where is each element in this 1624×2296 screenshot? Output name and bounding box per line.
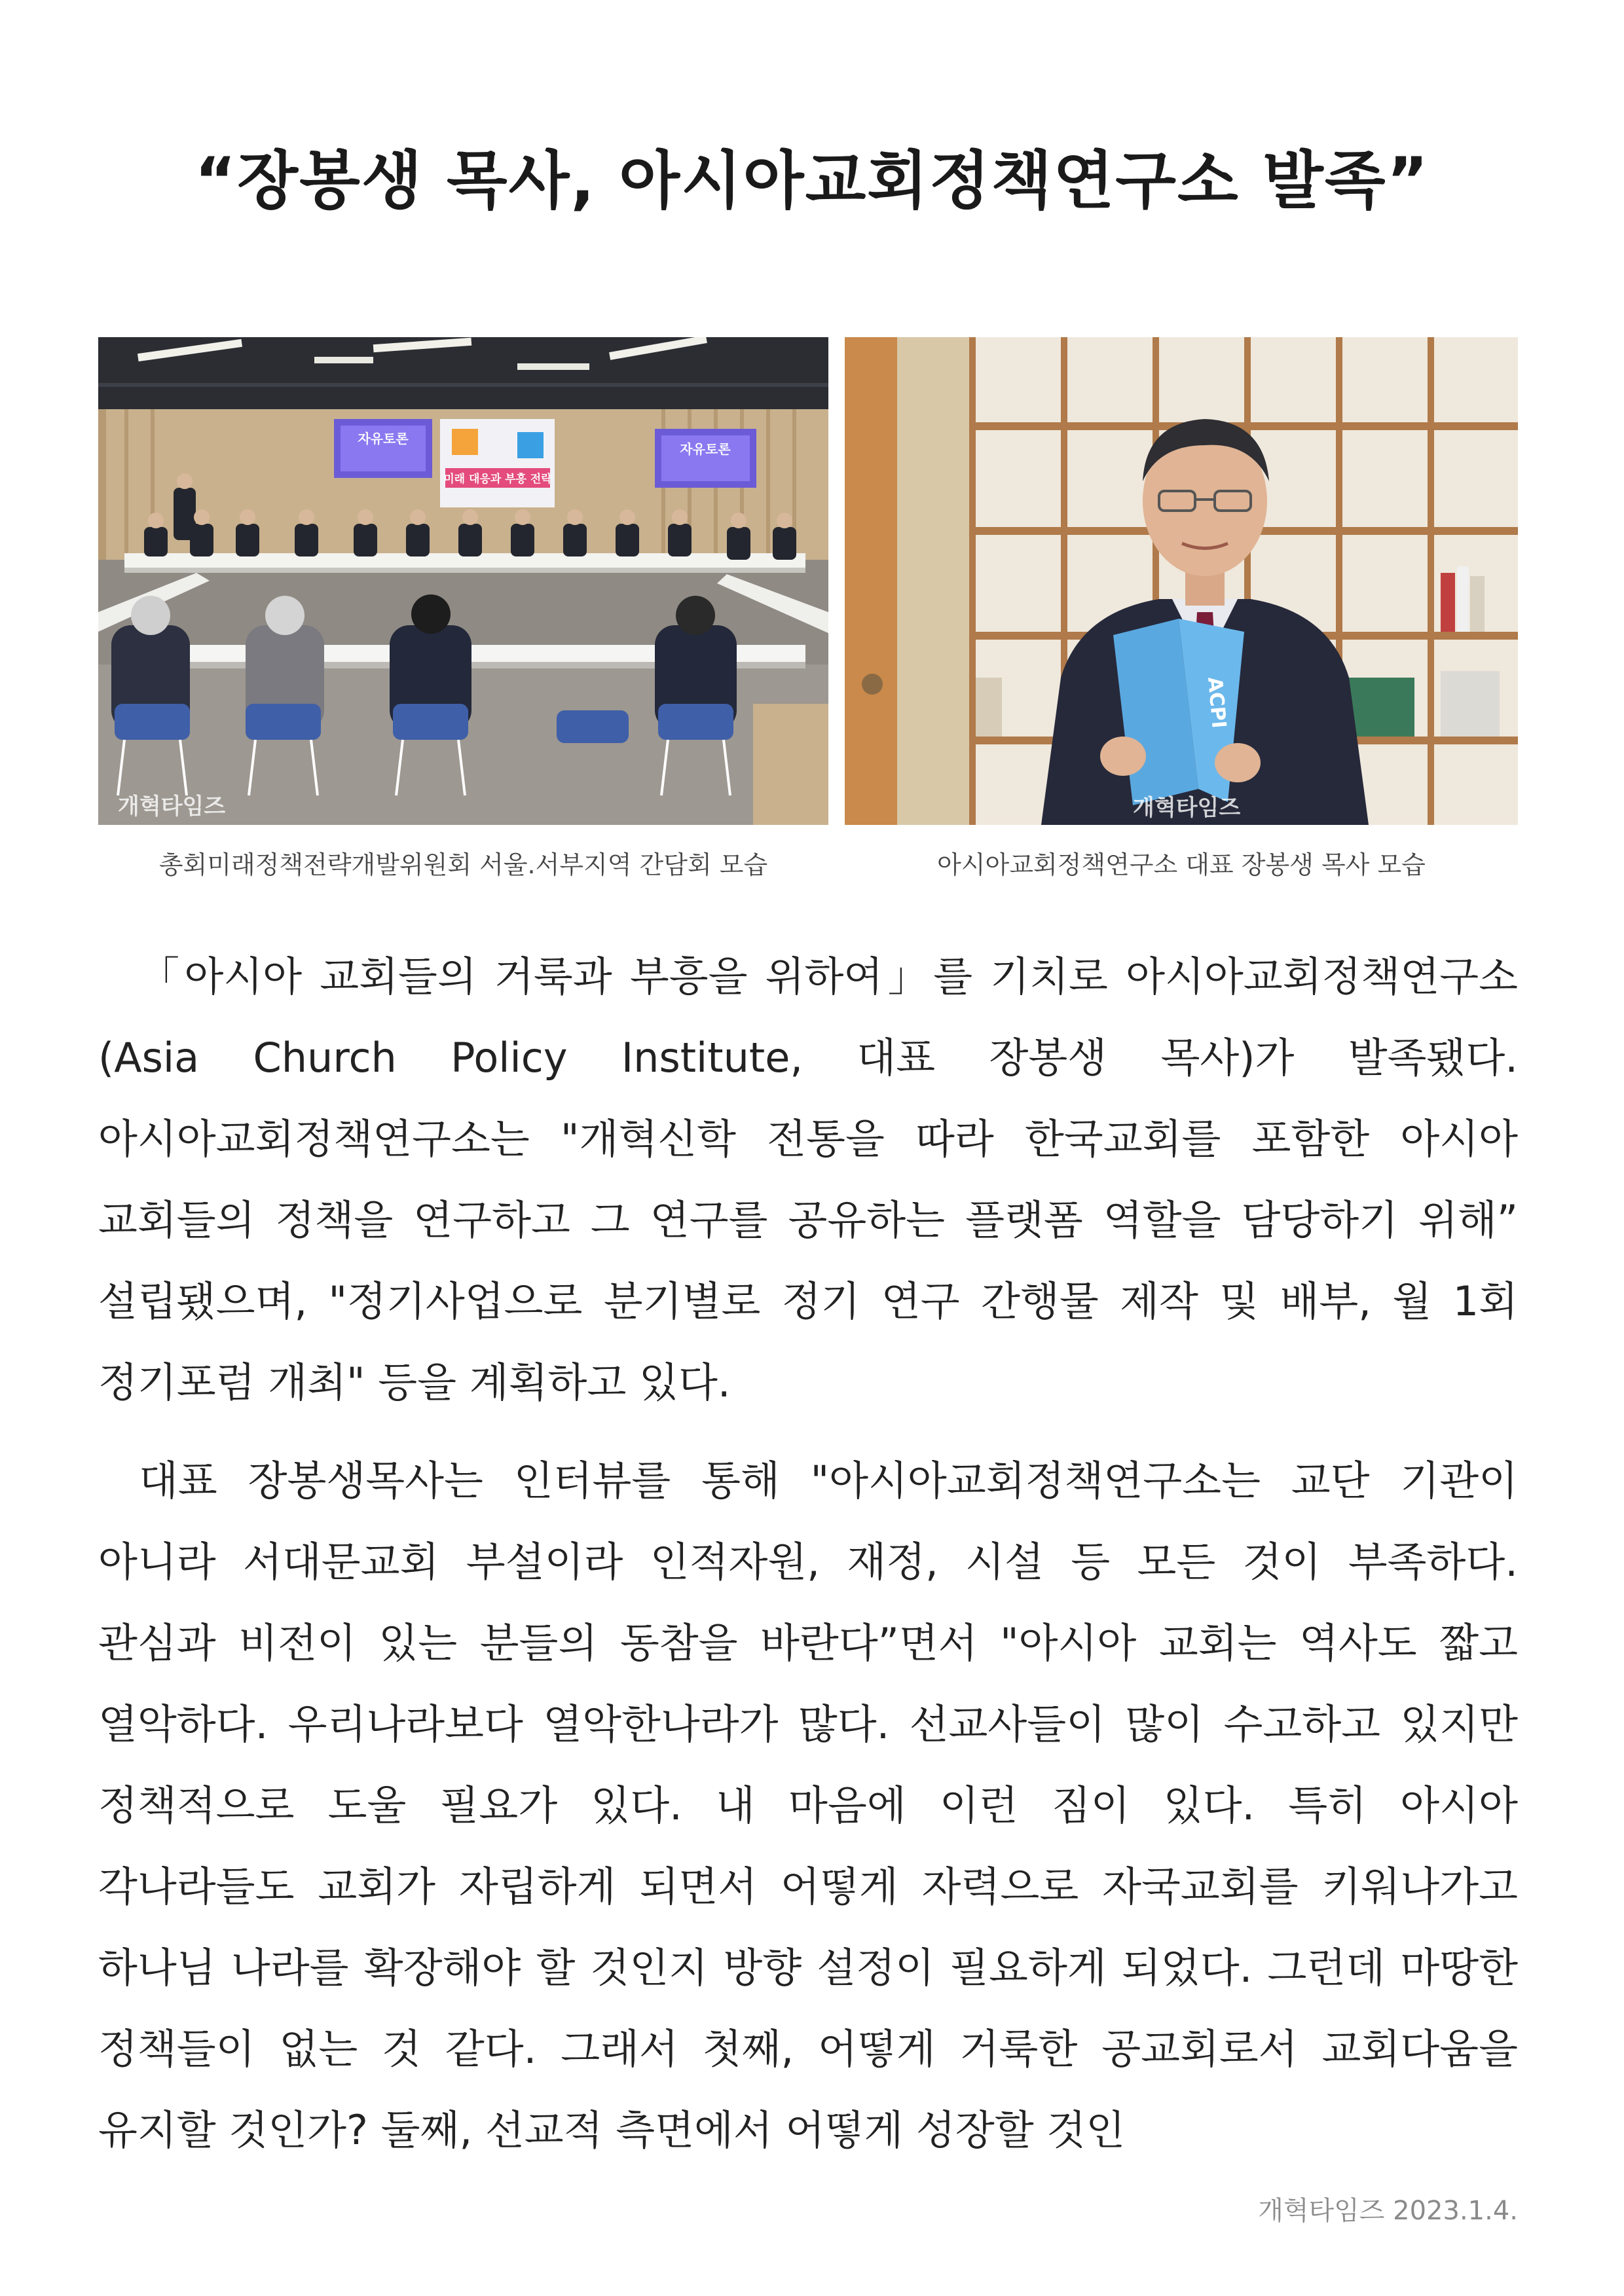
- portrait-photo: [845, 337, 1518, 825]
- watermark-right: 개혁타임즈: [1133, 795, 1241, 821]
- right-photo-caption: 아시아교회정책연구소 대표 장봉생 목사 모습: [937, 850, 1426, 879]
- meeting-photo: [98, 337, 828, 825]
- screen-left-title: 자유토론: [358, 431, 409, 446]
- publication-footer: 개혁타임즈 2023.1.4.: [1258, 2196, 1518, 2226]
- screen-right-title: 자유토론: [680, 441, 731, 457]
- watermark-left: 개혁타임즈: [118, 793, 226, 820]
- article-title: “장봉생 목사, 아시아교회정책연구소 발족”: [194, 144, 1430, 217]
- body-paragraph-1: 「아시아 교회들의 거룩과 부흥을 위하여」를 기치로 아시아교회정책연구소(Asia Church Policy Institute, 대표 장봉생 목사)가 발족됐다. 아시아교회정책연구소는 "개혁신학 전통을 따라 한국교회를 포함한 아시아 교회들의 정책을 연구하고 그 연구를 공유하는 플랫폼 역할을 담당하기 위해” 설립됐으며, "정기사업으로 분기별로 정기 연구 간행물 제작 및 배부, 월 1회 정기포럼 개최" 등을 계획하고 있다.: [98, 953, 1518, 1406]
- screen-center-title: 미래 대응과 부흥 전략: [443, 473, 552, 486]
- left-photo-caption: 총회미래정책전략개발위원회 서울.서부지역 간담회 모습: [158, 850, 768, 879]
- body-paragraph-2: 대표 장봉생목사는 인터뷰를 통해 "아시아교회정책연구소는 교단 기관이 아니라 서대문교회 부설이라 인적자원, 재정, 시설 등 모든 것이 부족하다. 관심과 비전이 있는 분들의 동참을 바란다”면서 "아시아 교회는 역사도 짧고 열악하다. 우리나라보다 열악한나라가 많다. 선교사들이 많이 수고하고 있지만 정책적으로 도울 필요가 있다. 내 마음에 이런 짐이 있다. 특히 아시아 각나라들도 교회가 자립하게 되면서 어떻게 자력으로 자국교회를 키워나가고 하나님 나라를 확장해야 할 것인지 방향 설정이 필요하게 되었다. 그런데 마땅한 정책들이 없는 것 같다. 그래서 첫째, 어떻게 거룩한 공교회로서 교회다움을 유지할 것인가? 둘째, 선교적 측면에서 어떻게 성장할 것인: [98, 1457, 1518, 2154]
- booklet-letters: ACPI: [1203, 676, 1230, 729]
